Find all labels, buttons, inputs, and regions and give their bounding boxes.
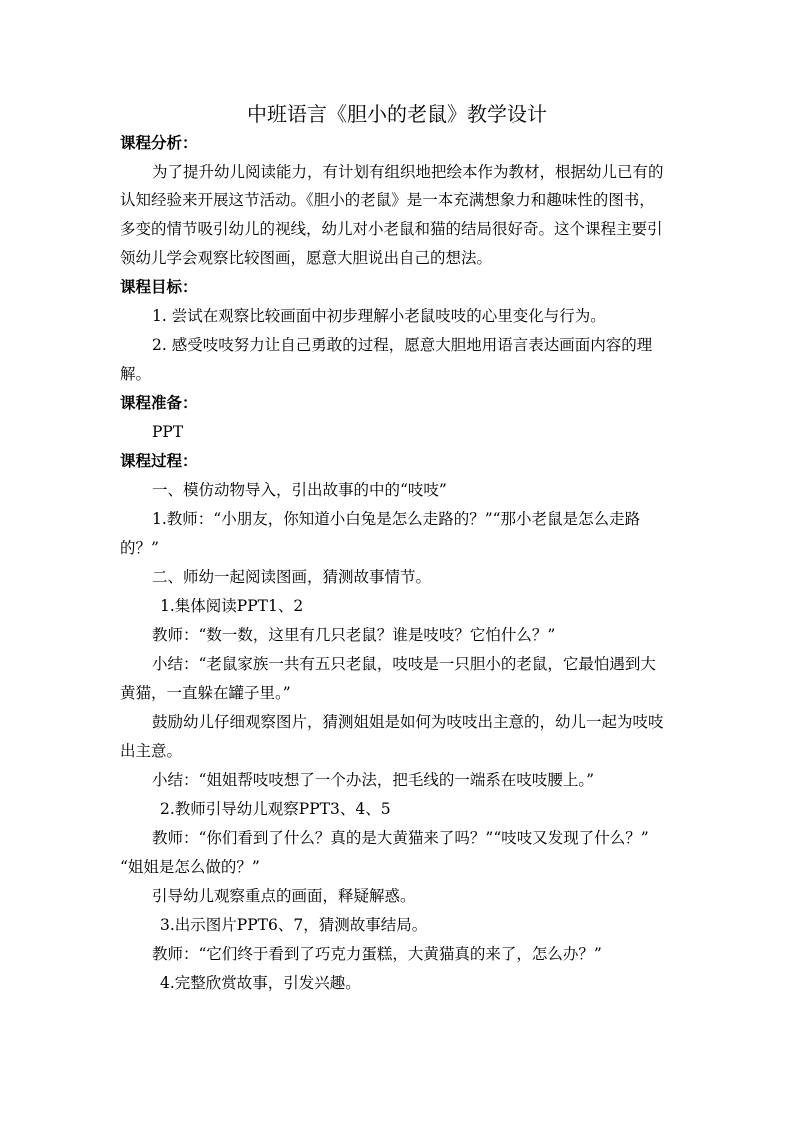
process-substep: 4.完整欣赏故事，引发兴趣。 bbox=[160, 974, 361, 992]
process-line: 黄猫，一直躲在罐子里。” bbox=[120, 684, 291, 702]
goal-item-continuation: 解。 bbox=[120, 365, 152, 383]
process-step: 二、师幼一起阅读图画，猜测故事情节。 bbox=[152, 568, 432, 586]
process-line: 小结：“姐姐帮吱吱想了一个办法，把毛线的一端系在吱吱腰上。” bbox=[152, 771, 595, 789]
process-line: 引导幼儿观察重点的画面，释疑解惑。 bbox=[152, 887, 416, 905]
document-title: 中班语言《胆小的老鼠》教学设计 bbox=[247, 102, 547, 126]
goal-item: 1. 尝试在观察比较画面中初步理解小老鼠吱吱的心里变化与行为。 bbox=[152, 307, 606, 325]
section-heading-goals: 课程目标： bbox=[120, 278, 198, 296]
process-line: 教师：“数一数，这里有几只老鼠？谁是吱吱？它怕什么？” bbox=[152, 626, 556, 644]
process-line: 教师：“它们终于看到了巧克力蛋糕，大黄猫真的来了，怎么办？” bbox=[152, 945, 602, 963]
process-line: 出主意。 bbox=[120, 742, 183, 760]
process-substep: 2.教师引导幼儿观察PPT3、4、5 bbox=[160, 800, 391, 818]
section-heading-preparation: 课程准备： bbox=[120, 394, 198, 412]
process-line: 小结：“老鼠家族一共有五只老鼠，吱吱是一只胆小的老鼠，它最怕遇到大 bbox=[152, 655, 656, 673]
process-line: 教师：“你们看到了什么？真的是大黄猫来了吗？”“吱吱又发现了什么？” bbox=[152, 829, 649, 847]
section-heading-process: 课程过程： bbox=[120, 452, 198, 470]
process-line: 鼓励幼儿仔细观察图片，猜测姐姐是如何为吱吱出主意的，幼儿一起为吱吱 bbox=[152, 713, 664, 731]
process-substep: 3.出示图片PPT6、7，猜测故事结局。 bbox=[160, 916, 428, 934]
paragraph-line: 认知经验来开展这节活动。《胆小的老鼠》是一本充满想象力和趣味性的图书， bbox=[120, 191, 655, 209]
process-substep: 1.集体阅读PPT1、2 bbox=[160, 597, 304, 615]
paragraph-line: 领幼儿学会观察比较图画，愿意大胆说出自己的想法。 bbox=[120, 249, 493, 267]
preparation-item: PPT bbox=[152, 423, 184, 441]
process-line: 的？” bbox=[120, 539, 159, 557]
paragraph-line: 为了提升幼儿阅读能力，有计划有组织地把绘本作为教材，根据幼儿已有的 bbox=[152, 163, 664, 181]
process-line: “姐姐是怎么做的？” bbox=[120, 858, 260, 876]
paragraph-line: 多变的情节吸引幼儿的视线，幼儿对小老鼠和猫的结局很好奇。这个课程主要引 bbox=[120, 220, 663, 238]
process-step: 一、模仿动物导入，引出故事的中的“吱吱” bbox=[152, 481, 447, 499]
goal-item: 2. 感受吱吱努力让自己勇敢的过程，愿意大胆地用语言表达画面内容的理 bbox=[152, 336, 653, 354]
section-heading-analysis: 课程分析： bbox=[120, 134, 198, 152]
process-line: 1.教师：“小朋友，你知道小白兔是怎么走路的？”“那小老鼠是怎么走路 bbox=[152, 510, 641, 528]
